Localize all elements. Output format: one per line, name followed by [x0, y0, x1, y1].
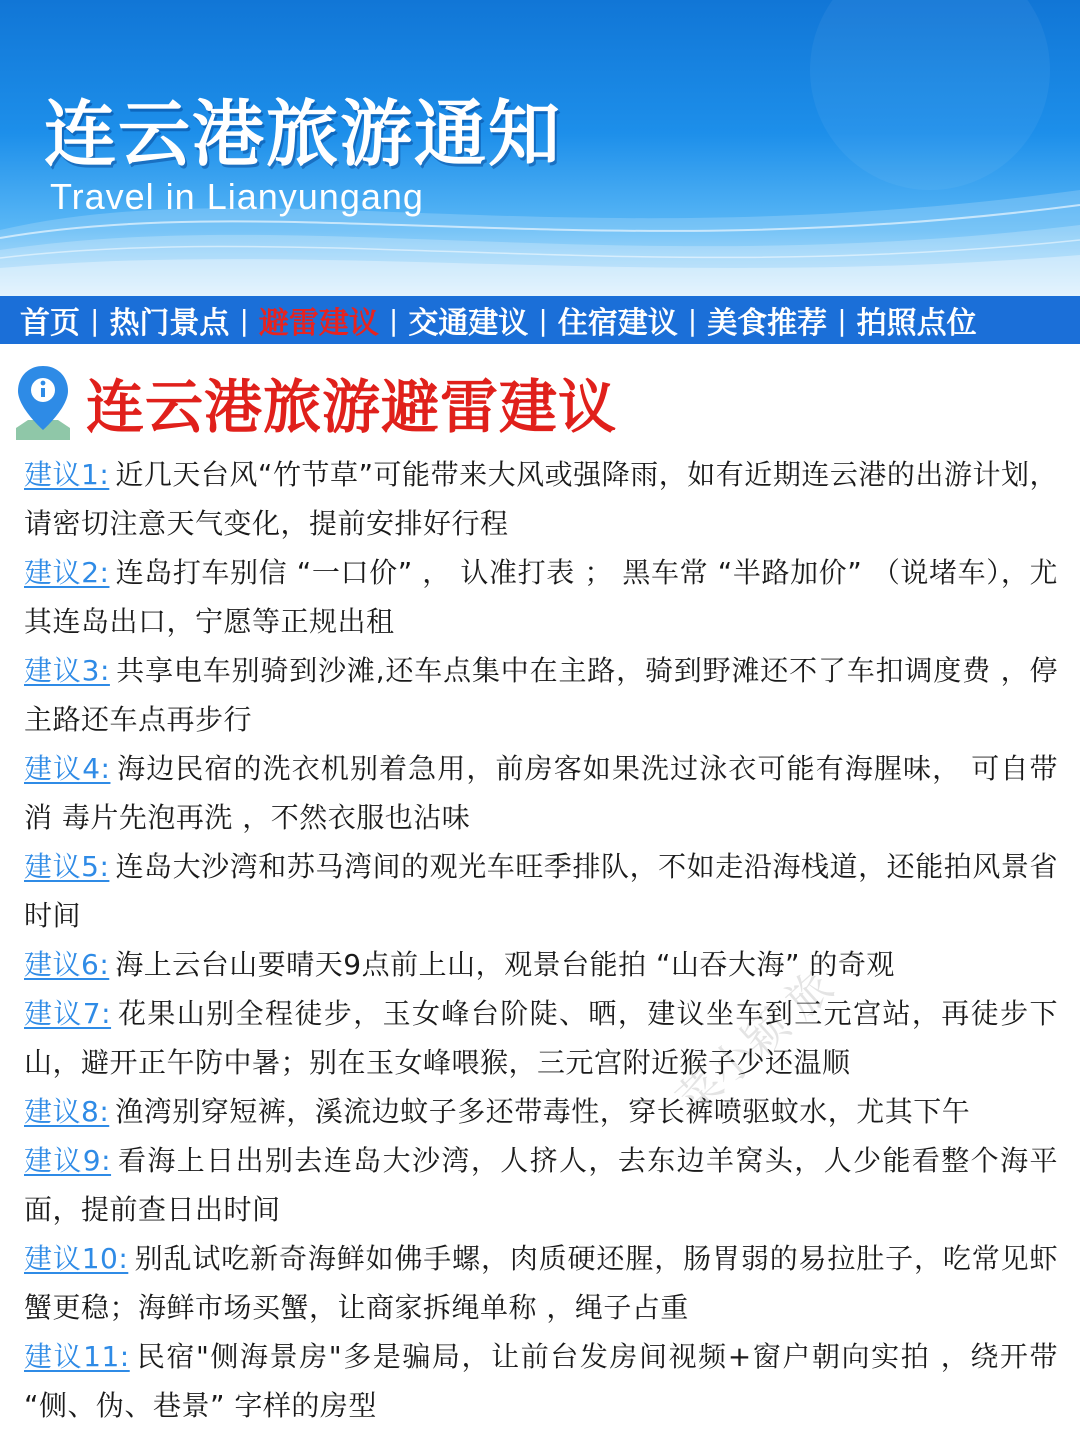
watermark: 菜小颖 旅	[667, 961, 843, 1127]
tip-item	[24, 989, 1058, 1087]
nav-separator: |	[538, 303, 548, 337]
tip-item	[24, 646, 1058, 744]
nav-item-food[interactable]: 美食推荐	[707, 306, 828, 341]
section-header	[14, 360, 617, 444]
nav-item-attractions[interactable]: 热门景点	[109, 306, 230, 341]
tip-item	[24, 744, 1058, 842]
tip-label: 建议7:	[24, 997, 112, 1030]
tip-item	[24, 548, 1058, 646]
tip-text: 共享电车别骑到沙滩,还车点集中在主路，骑到野滩还不了车扣调度费 ，停主路还车点再步行	[24, 654, 1059, 736]
tip-item	[24, 1332, 1058, 1430]
nav-separator: |	[388, 303, 399, 337]
nav-separator: |	[837, 303, 847, 337]
nav-item-lodging[interactable]: 住宿建议	[557, 306, 678, 341]
tip-text: 海边民宿的洗衣机别着急用，前房客如果洗过泳衣可能有海腥味， 可自带消 毒片先泡再洗 ，不然衣服也沾味	[24, 752, 1058, 834]
tip-label: 建议2:	[24, 556, 110, 589]
header-banner	[0, 0, 1080, 296]
tip-label: 建议11:	[24, 1340, 130, 1373]
tip-label: 建议5:	[24, 850, 110, 883]
tip-text: 海上云台山要晴天9点前上山，观景台能拍 “山吞大海” 的奇观	[115, 948, 895, 981]
tip-text: 近几天台风“竹节草”可能带来大风或强降雨，如有近期连云港的出游计划，请密切注意天气变化，提前安排好行程	[24, 458, 1059, 540]
tip-text: 看海上日出别去连岛大沙湾，人挤人，去东边羊窝头，人少能看整个海平面，提前查日出时间	[24, 1144, 1058, 1226]
tip-text: 渔湾别穿短裤，溪流边蚊子多还带毒性，穿长裤喷驱蚊水，尤其下午	[115, 1095, 971, 1128]
tip-label: 建议1:	[24, 458, 110, 491]
tip-label: 建议8:	[24, 1095, 110, 1128]
section-title: 连云港旅游避雷建议	[86, 373, 618, 441]
tip-item	[24, 1087, 1058, 1136]
tip-item	[24, 450, 1058, 548]
tip-item	[24, 1136, 1058, 1234]
tip-text: 别乱试吃新奇海鲜如佛手螺，肉质硬还腥，肠胃弱的易拉肚子，吃常见虾蟹更稳；海鲜市场买蟹，让商家拆绳单称 ，绳子占重	[24, 1242, 1058, 1324]
nav-separator: |	[90, 303, 100, 337]
tip-item	[24, 940, 1058, 989]
page-title: 连云港旅游通知	[44, 92, 563, 176]
tip-label: 建议6:	[24, 948, 110, 981]
nav-separator: |	[239, 303, 249, 337]
tip-item	[24, 842, 1058, 940]
tip-label: 建议10:	[24, 1242, 129, 1275]
nav-item-home[interactable]: 首页	[20, 306, 80, 341]
tip-text: 连岛打车别信 “一口价” ， 认准打表 ； 黑车常 “半路加价” （说堵车），尤其连岛出口，宁愿等正规出租	[24, 556, 1058, 638]
nav-item-transport[interactable]: 交通建议	[408, 306, 529, 341]
tips-list	[24, 450, 1058, 1430]
tip-label: 建议4:	[24, 752, 111, 785]
nav-item-pitfalls[interactable]: 避雷建议	[258, 306, 379, 341]
tip-label: 建议9:	[24, 1144, 112, 1177]
tip-text: 连岛大沙湾和苏马湾间的观光车旺季排队，不如走沿海栈道，还能拍风景省时间	[24, 850, 1059, 932]
tip-text: 民宿"侧海景房"多是骗局，让前台发房间视频+窗户朝向实拍 ，绕开带 “侧、伪、巷景” 字样的房型	[24, 1340, 1058, 1422]
tip-text: 花果山别全程徒步，玉女峰台阶陡、晒，建议坐车到三元宫站，再徒步下山，避开正午防中暑；别在玉女峰喂猴，三元宫附近猴子少还温顺	[24, 997, 1058, 1079]
nav-item-photo-spots[interactable]: 拍照点位	[856, 306, 977, 341]
nav-separator: |	[687, 303, 698, 337]
location-pin-icon	[14, 362, 72, 442]
page-subtitle: Travel in Lianyungang	[50, 176, 424, 217]
tip-label: 建议3:	[24, 654, 110, 687]
nav-bar	[0, 296, 1080, 344]
tip-item	[24, 1234, 1058, 1332]
